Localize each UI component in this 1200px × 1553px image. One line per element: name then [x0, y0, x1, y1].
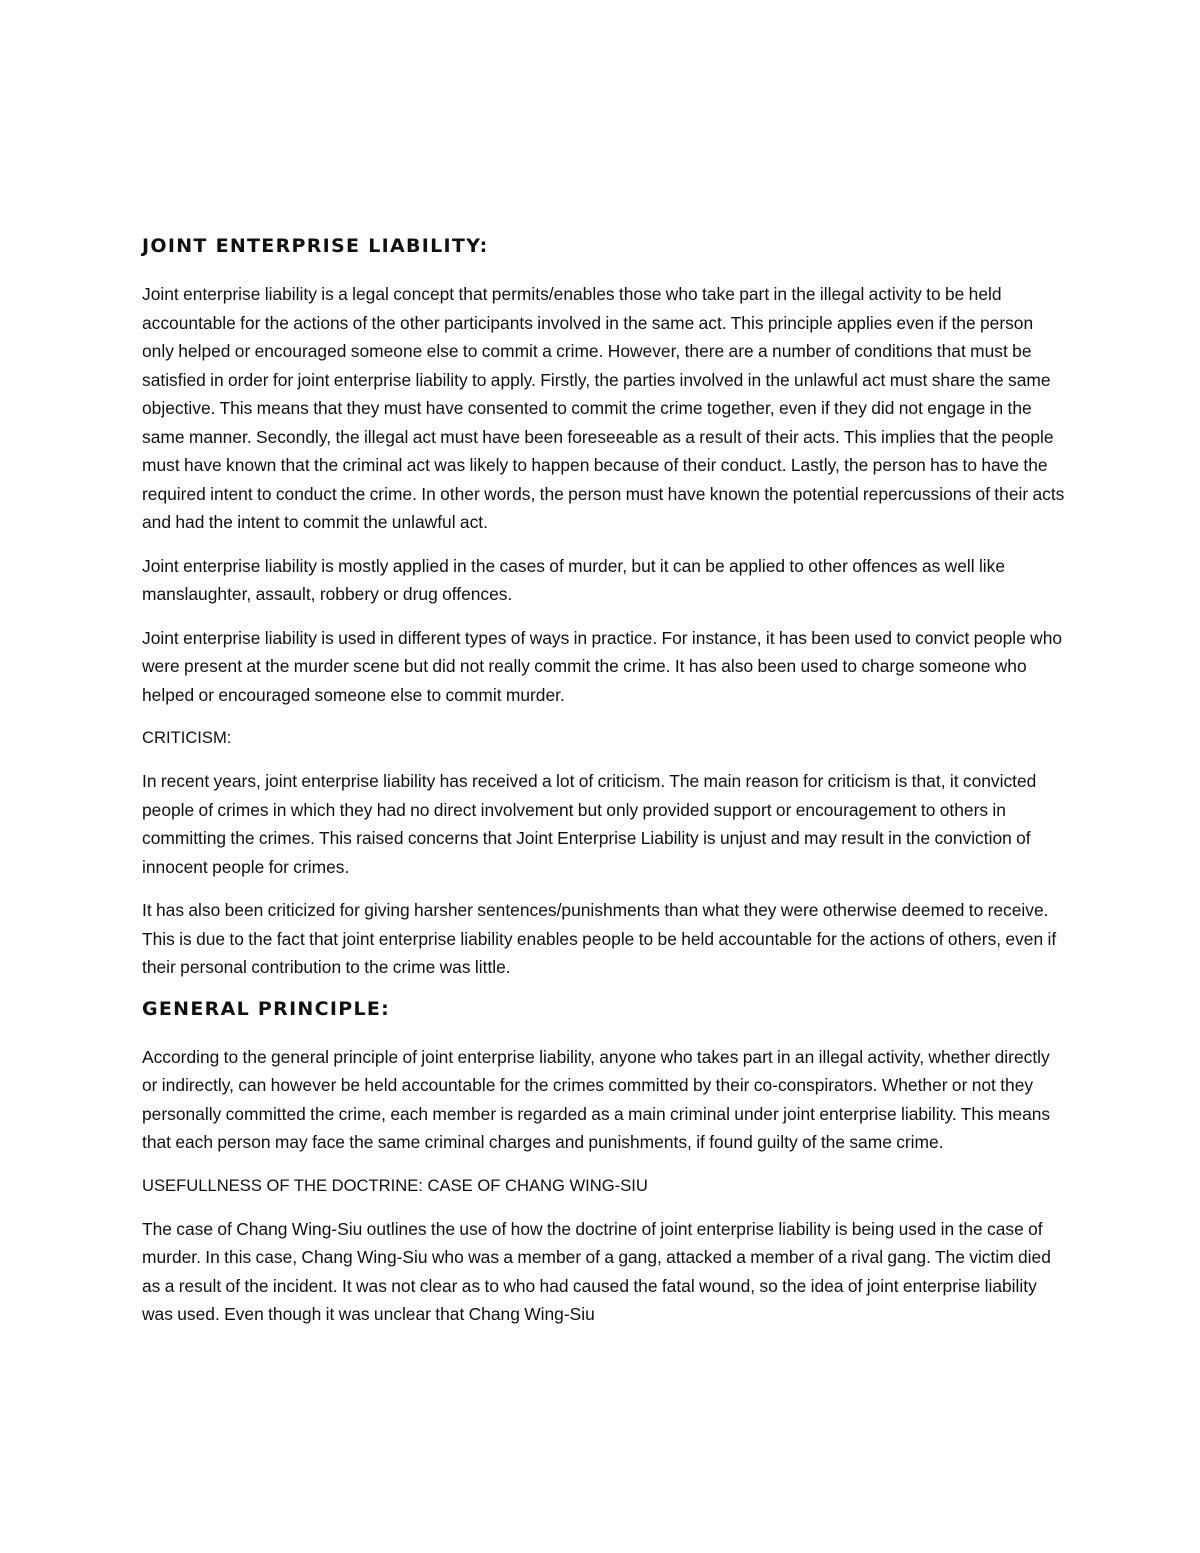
- document-page: [142, 234, 1067, 1344]
- subheading-criticism: CRITICISM:: [142, 728, 232, 747]
- paragraph-practice: Joint enterprise liability is used in different types of ways in practice. For instance, it has been used to convict people who were present at the murder scene but did not really commit the crime. It has also been used to charge someone who helped or encouraged someone else to commit murder.: [142, 627, 1063, 705]
- paragraph-criticism-sentences: It has also been criticized for giving harsher sentences/punishments than what they were otherwise deemed to receive. This is due to the fact that joint enterprise liability enables people to be held accountable for the actions of others, even if their personal contribution to the crime was little.: [142, 900, 1057, 977]
- paragraph-definition: Joint enterprise liability is a legal concept that permits/enables those who take part in the illegal activity to be held accountable for the actions of the other participants involved in the same act. This principle applies even if the person only helped or encouraged someone else to commit a crime. However, there are a number of conditions that must be satisfied in order for joint enterprise liability to apply. Firstly, the parties involved in the unlawful act must share the same objective. This means that they must have consented to commit the crime together, even if they did not engage in the same manner. Secondly, the illegal act must have been foreseeable as a result of their acts. This implies that the people must have known that the criminal act was likely to happen because of their conduct. Lastly, the person has to have the required intent to conduct the crime. In other words, the person must have known the potential repercussions of their acts and had the intent to commit the unlawful act.: [142, 284, 1065, 532]
- heading-joint-enterprise-liability: JOINT ENTERPRISE LIABILITY:: [142, 235, 489, 257]
- paragraph-chang-wing-siu: The case of Chang Wing-Siu outlines the use of how the doctrine of joint enterprise liability is being used in the case of murder. In this case, Chang Wing-Siu who was a member of a gang, attacked a member of a rival gang. The victim died as a result of the incident. It was not clear as to who had caused the fatal wound, so the idea of joint enterprise liability was used. Even though it was unclear that Chang Wing-Siu: [142, 1218, 1051, 1324]
- paragraph-application: Joint enterprise liability is mostly applied in the cases of murder, but it can be applied to other offences as well like manslaughter, assault, robbery or drug offences.: [142, 555, 1006, 604]
- paragraph-general-principle: According to the general principle of joint enterprise liability, anyone who takes part in an illegal activity, whether directly or indirectly, can however be held accountable for the crimes committed by their co-conspirators. Whether or not they personally committed the crime, each member is regarded as a main criminal under joint enterprise liability. This means that each person may face the same criminal charges and punishments, if found guilty of the same crime.: [142, 1046, 1051, 1152]
- heading-general-principle: GENERAL PRINCIPLE:: [142, 997, 391, 1020]
- subheading-usefulness: USEFULLNESS OF THE DOCTRINE: CASE OF CHANG WING-SIU: [142, 1175, 648, 1195]
- paragraph-criticism-main: In recent years, joint enterprise liability has received a lot of criticism. The main reason for criticism is that, it convicted people of crimes in which they had no direct involvement but only provided support or encouragement to others in committing the crimes. This raised concerns that Joint Enterprise Liability is unjust and may result in the conviction of innocent people for crimes.: [142, 771, 1037, 877]
